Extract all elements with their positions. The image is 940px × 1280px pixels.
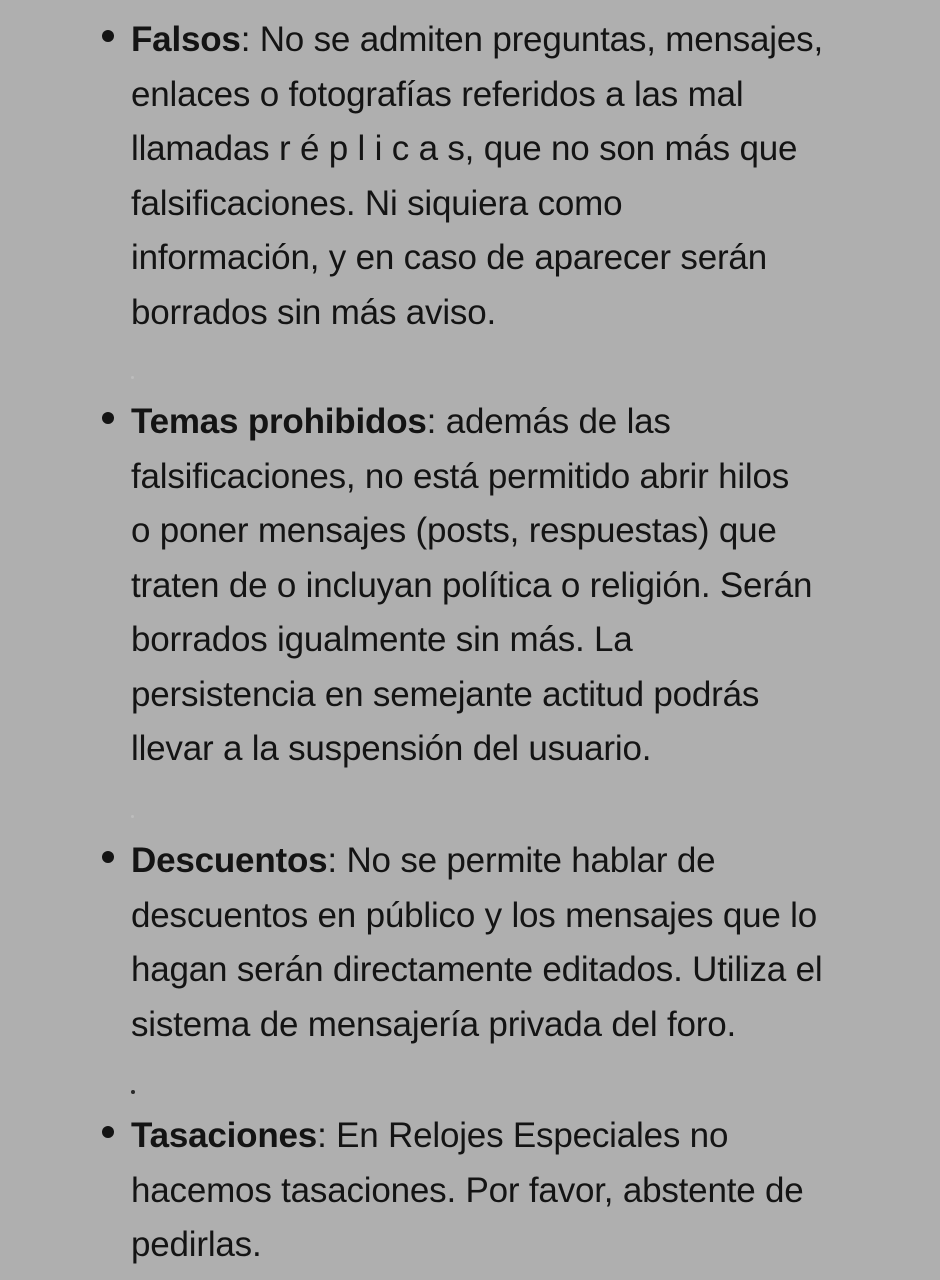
rule-term: Descuentos bbox=[131, 841, 328, 880]
rule-line bbox=[131, 395, 931, 450]
rule-line bbox=[131, 1109, 931, 1164]
rule-line: falsificaciones, no está permitido abrir hilos bbox=[131, 456, 790, 496]
rule-text bbox=[131, 395, 931, 777]
separator-dot bbox=[131, 815, 134, 818]
rule-line-text: : además de las bbox=[426, 402, 671, 441]
rule-line-text: : En Relojes Especiales no bbox=[317, 1116, 729, 1155]
rule-term: Temas prohibidos bbox=[131, 402, 427, 441]
rule-line-text: : No se permite hablar de bbox=[327, 841, 716, 880]
rule-term: Falsos bbox=[131, 20, 241, 59]
rule-line: falsificaciones. Ni siquiera como bbox=[131, 183, 623, 223]
rule-text bbox=[131, 834, 931, 1052]
rule-line: llamadas r é p l i c a s, que no son más que bbox=[131, 129, 798, 168]
bullet-icon bbox=[102, 1126, 114, 1138]
rule-text bbox=[131, 1109, 931, 1273]
rule-line: hagan serán directamente editados. Utiliza el bbox=[131, 950, 823, 989]
separator-dot bbox=[131, 1090, 135, 1094]
rule-line: hacemos tasaciones. Por favor, abstente de bbox=[131, 1170, 804, 1210]
bullet-icon bbox=[102, 851, 114, 863]
rule-line: traten de o incluyan política o religión. Serán bbox=[131, 565, 813, 605]
rule-line bbox=[131, 834, 931, 889]
rule-line: pedirlas. bbox=[131, 1225, 262, 1264]
rule-text bbox=[131, 13, 931, 340]
rule-term: Tasaciones bbox=[131, 1116, 318, 1155]
rule-line: llevar a la suspensión del usuario. bbox=[131, 729, 652, 768]
bullet-icon bbox=[102, 30, 114, 42]
separator-dot bbox=[131, 376, 134, 379]
rule-line: borrados sin más aviso. bbox=[131, 292, 497, 332]
rule-line: persistencia en semejante actitud podrás bbox=[131, 674, 760, 714]
rule-line: enlaces o fotografías referidos a las mal bbox=[131, 74, 744, 114]
rule-line-text: : No se admiten preguntas, mensajes, bbox=[240, 20, 823, 59]
bullet-icon bbox=[102, 412, 114, 424]
rule-line: o poner mensajes (posts, respuestas) que bbox=[131, 511, 777, 550]
rule-line: sistema de mensajería privada del foro. bbox=[131, 1004, 737, 1044]
rule-line bbox=[131, 13, 931, 68]
rule-line: borrados igualmente sin más. La bbox=[131, 620, 633, 659]
rule-line: información, y en caso de aparecer serán bbox=[131, 238, 767, 277]
rule-line: descuentos en público y los mensajes que lo bbox=[131, 895, 817, 935]
